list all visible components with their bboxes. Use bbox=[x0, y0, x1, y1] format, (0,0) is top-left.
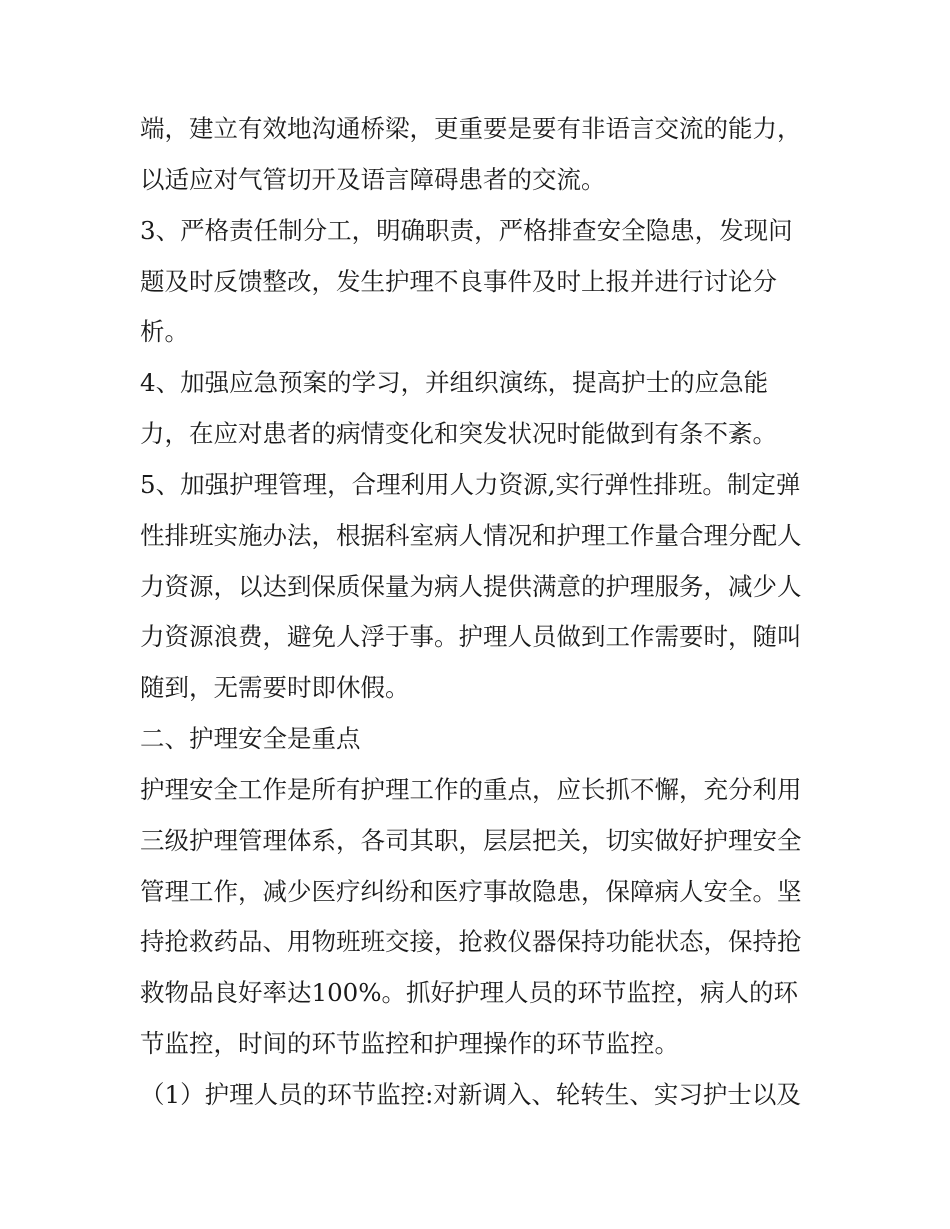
text-line: 管理工作，减少医疗纠纷和医疗事故隐患，保障病人安全。坚 bbox=[140, 877, 802, 906]
text-line: 4、加强应急预案的学习，并组织演练，提高护士的应急能 bbox=[140, 368, 769, 397]
text-line: 三级护理管理体系，各司其职，层层把关，切实做好护理安全 bbox=[140, 826, 802, 855]
text-line: 端，建立有效地沟通桥梁，更重要是要有非语言交流的能力， bbox=[140, 114, 802, 143]
text-line: （1）护理人员的环节监控:对新调入、轮转生、实习护士以及 bbox=[140, 1080, 801, 1109]
text-line: 力资源浪费，避免人浮于事。护理人员做到工作需要时，随叫 bbox=[140, 622, 802, 651]
text-line: 性排班实施办法，根据科室病人情况和护理工作量合理分配人 bbox=[140, 521, 802, 550]
text-line: 析。 bbox=[140, 317, 189, 346]
text-line: 持抢救药品、用物班班交接，抢救仪器保持功能状态，保持抢 bbox=[140, 927, 802, 956]
text-line: 3、严格责任制分工，明确职责，严格排查安全隐患，发现问 bbox=[140, 216, 793, 245]
text-line: 以适应对气管切开及语言障碍患者的交流。 bbox=[140, 165, 606, 194]
text-line: 护理安全工作是所有护理工作的重点，应长抓不懈，充分利用 bbox=[140, 775, 802, 804]
text-line: 随到，无需要时即休假。 bbox=[140, 673, 410, 702]
text-line: 题及时反馈整改，发生护理不良事件及时上报并进行讨论分 bbox=[140, 267, 777, 296]
text-line: 救物品良好率达100%。抓好护理人员的环节监控，病人的环 bbox=[140, 978, 799, 1007]
text-line: 力资源，以达到保质保量为病人提供满意的护理服务，减少人 bbox=[140, 572, 802, 601]
text-line: 力，在应对患者的病情变化和突发状况时能做到有条不紊。 bbox=[140, 419, 777, 448]
text-line: 5、加强护理管理，合理利用人力资源,实行弹性排班。制定弹 bbox=[140, 470, 801, 499]
text-line: 节监控，时间的环节监控和护理操作的环节监控。 bbox=[140, 1029, 679, 1058]
section-heading: 二、护理安全是重点 bbox=[140, 724, 361, 753]
